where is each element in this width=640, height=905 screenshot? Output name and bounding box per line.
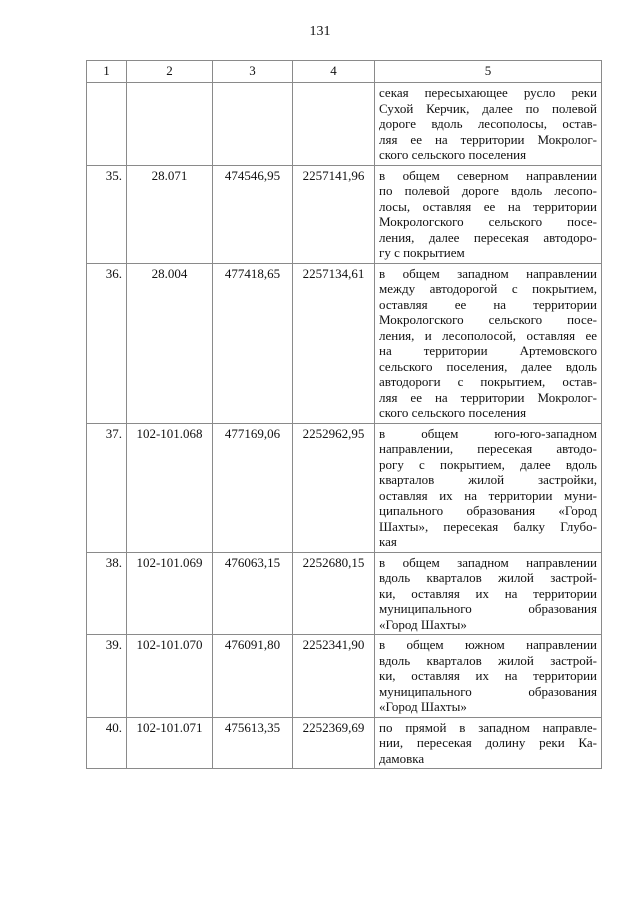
y-coordinate-cell: 2252341,90: [293, 635, 375, 718]
description-line: «Город Шахты»: [379, 616, 467, 632]
point-number-cell: 37.: [87, 423, 127, 552]
description-line: между автодорогой с покрытием,: [379, 281, 597, 296]
description-line: гу с покрытием: [379, 245, 465, 260]
point-code-cell: 102-101.068: [127, 423, 213, 552]
boundary-description-cell: [375, 423, 602, 552]
table-row: [87, 635, 602, 718]
x-coordinate-cell: 476063,15: [213, 552, 293, 635]
description-line: в общем южном направлении: [379, 637, 597, 652]
point-number-cell: [87, 83, 127, 166]
boundary-description-cell: [375, 83, 602, 166]
x-coordinate-cell: 477418,65: [213, 263, 293, 423]
point-code-cell: 102-101.071: [127, 717, 213, 769]
point-number-cell: 38.: [87, 552, 127, 635]
description-line: нии, пересекая долину реки Ка-: [379, 735, 597, 750]
point-number-cell: 35.: [87, 165, 127, 263]
y-coordinate-cell: 2252962,95: [293, 423, 375, 552]
description-line: секая пересыхающее русло реки: [379, 85, 597, 100]
description-line: ляя ее на территории Мокролог-: [379, 131, 597, 147]
description-line: муниципального образования: [379, 683, 597, 699]
x-coordinate-cell: [213, 83, 293, 166]
description-line: Сухой Керчик, далее по полевой: [379, 100, 597, 116]
description-line: дороге вдоль лесополосы, остав-: [379, 116, 597, 131]
column-header: 5: [375, 61, 602, 83]
point-code-cell: 28.004: [127, 263, 213, 423]
description-line: по прямой в западном направле-: [379, 719, 597, 735]
description-line: оставляя ее на территории: [379, 296, 597, 312]
table-body: [87, 83, 602, 769]
x-coordinate-cell: 476091,80: [213, 635, 293, 718]
description-line: муниципального образования: [379, 601, 597, 616]
point-code-cell: 102-101.070: [127, 635, 213, 718]
description-line: в общем юго-юго-западном: [379, 425, 597, 441]
table-header-row: [87, 61, 602, 83]
boundary-table: [86, 60, 602, 769]
description-line: «Город Шахты»: [379, 699, 467, 714]
table-row: [87, 263, 602, 423]
description-line: Мокрологского сельского посе-: [379, 214, 597, 229]
description-line: Мокрологского сельского посе-: [379, 312, 597, 327]
description-line: ципального образования «Город: [379, 503, 597, 518]
description-line: лосы, оставляя ее на территории: [379, 198, 597, 214]
description-line: дамовка: [379, 750, 425, 766]
description-line: на территории Артемовского: [379, 343, 597, 358]
column-header: 1: [87, 61, 127, 83]
table-row: [87, 423, 602, 552]
y-coordinate-cell: 2257134,61: [293, 263, 375, 423]
table-row: [87, 552, 602, 635]
table-row: [87, 717, 602, 769]
y-coordinate-cell: [293, 83, 375, 166]
x-coordinate-cell: 477169,06: [213, 423, 293, 552]
description-line: оставляя их на территории муни-: [379, 487, 597, 503]
description-line: вдоль кварталов жилой застрой-: [379, 652, 597, 668]
point-code-cell: [127, 83, 213, 166]
y-coordinate-cell: 2257141,96: [293, 165, 375, 263]
x-coordinate-cell: 475613,35: [213, 717, 293, 769]
description-line: вдоль кварталов жилой застрой-: [379, 570, 597, 585]
description-line: ки, оставляя их на территории: [379, 585, 597, 601]
description-line: ки, оставляя их на территории: [379, 668, 597, 683]
description-line: в общем северном направлении: [379, 167, 597, 183]
y-coordinate-cell: 2252680,15: [293, 552, 375, 635]
description-line: рогу с покрытием, далее вдоль: [379, 456, 597, 472]
boundary-description-cell: [375, 717, 602, 769]
table-row: [87, 165, 602, 263]
description-line: Шахты», пересекая балку Глубо-: [379, 518, 597, 534]
boundary-description-cell: [375, 635, 602, 718]
point-code-cell: 102-101.069: [127, 552, 213, 635]
description-line: ления, далее пересекая автодоро-: [379, 229, 597, 245]
description-line: по полевой дороге вдоль лесопо-: [379, 183, 597, 198]
point-number-cell: 39.: [87, 635, 127, 718]
description-line: в общем западном направлении: [379, 265, 597, 281]
point-number-cell: 40.: [87, 717, 127, 769]
description-line: ского сельского поселения: [379, 405, 527, 420]
description-line: кая: [379, 534, 397, 549]
description-line: в общем западном направлении: [379, 554, 597, 570]
boundary-description-cell: [375, 552, 602, 635]
description-line: ского сельского поселения: [379, 147, 527, 162]
point-code-cell: 28.071: [127, 165, 213, 263]
description-line: автодороги с покрытием, остав-: [379, 374, 597, 389]
column-header: 3: [213, 61, 293, 83]
table-row: [87, 83, 602, 166]
point-number-cell: 36.: [87, 263, 127, 423]
description-line: кварталов жилой застройки,: [379, 472, 597, 487]
description-line: ляя ее на территории Мокролог-: [379, 389, 597, 405]
description-line: направлении, пересекая автодо-: [379, 441, 597, 456]
x-coordinate-cell: 474546,95: [213, 165, 293, 263]
y-coordinate-cell: 2252369,69: [293, 717, 375, 769]
description-line: сельского поселения, далее вдоль: [379, 358, 597, 374]
page-number: 131: [309, 24, 331, 39]
column-header: 2: [127, 61, 213, 83]
boundary-description-cell: [375, 263, 602, 423]
description-line: ления, и лесополосой, оставляя ее: [379, 327, 597, 343]
boundary-description-cell: [375, 165, 602, 263]
column-header: 4: [293, 61, 375, 83]
